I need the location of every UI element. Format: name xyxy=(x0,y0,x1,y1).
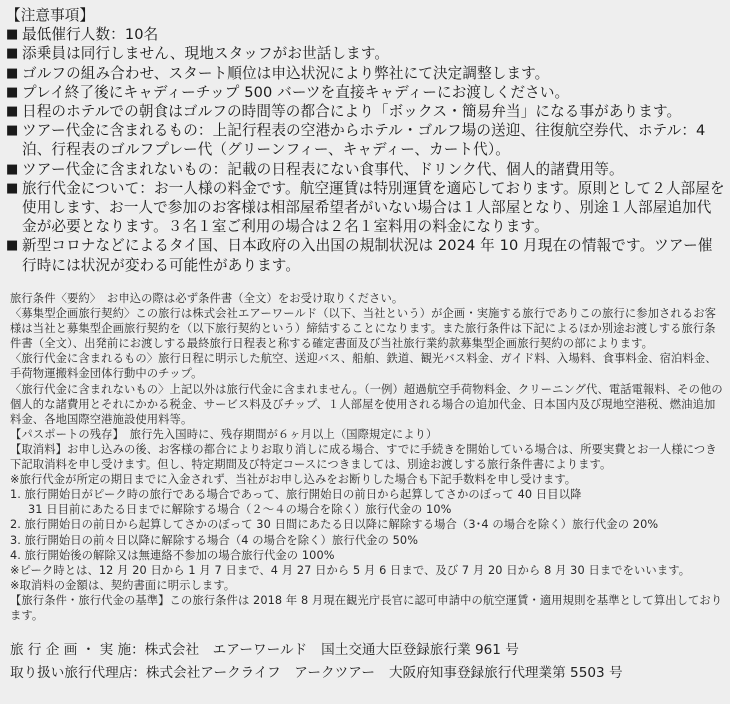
agent-label: 取り扱い旅行代理店 xyxy=(10,665,133,681)
square-bullet-icon: ■ xyxy=(6,180,19,196)
included-items: 〈旅行代金に含まれるもの〉旅行日程に明示した航空、送迎バス、船舶、鉄道、観光バス料金、ガイド料、入場料、食事料金、宿泊料金、手荷物運搬料金団体行動中のチップ。 xyxy=(10,352,717,381)
notice-item: ■ ゴルフの組み合わせ、スタート順位は申込状況により弊社にて決定調整します。 xyxy=(6,64,550,82)
organizer-label: 旅 行 企 画 ・ 実 施 xyxy=(10,642,132,658)
square-bullet-icon: ■ xyxy=(6,123,19,139)
passport-validity: 【パスポートの残存】 旅行先入国時に、残存期間が６ヶ月以上（国際規定により） xyxy=(10,427,438,441)
notice-section xyxy=(6,6,726,275)
agent-row xyxy=(10,662,726,685)
square-bullet-icon: ■ xyxy=(6,46,19,62)
square-bullet-icon: ■ xyxy=(6,84,19,100)
square-bullet-icon: ■ xyxy=(6,161,19,177)
agent-registration: 大阪府知事登録旅行代理業第 5503 号 xyxy=(389,665,623,681)
square-bullet-icon: ■ xyxy=(6,65,19,81)
cancel-rule-2: 2. 旅行開始日の前日から起算してさかのぼって 30 日間にあたる日以降に解除する場合（3･4 の場合を除く）旅行代金の 20% xyxy=(10,518,659,532)
notice-item: ■ 旅行代金について：お一人様の料金です。航空運賃は特別運賃を適応しております。原則として２人部屋を使用します、お一人で参加のお客様は相部屋希望者がいない場合は１人部屋となり、別途１人部屋追加代金が必要となります。３名１室ご利用の場合は２名１室料用の料金になります。 xyxy=(6,179,725,236)
contract-terms: 〈募集型企画旅行契約〉この旅行は株式会社エアーワールド（以下、当社という）が企画・実施する旅行でありこの旅行に参加されるお客様は当社と募集型企画旅行契約を（以下旅行契約という）締結することになります。また旅行条件は下記によるほか別途お渡しする旅行条件書（全文）、出発前にお渡しする最終旅行日程表と称する確定書面及び当社旅行業約款募集型企画旅行契約の部によります。 xyxy=(10,307,717,351)
peak-definition: ※ピーク時とは、12 月 20 日から 1 月 7 日まで、4 月 27 日から 5 月 6 日まで、及び 7 月 20 日から 8 月 30 日までをいいます。 xyxy=(10,563,691,577)
fare-basis: 【旅行条件・旅行代金の基準】この旅行条件は 2018 年 8 月現在観光庁長官に認可申請中の航空運賃・適用規則を基準として算出しております。 xyxy=(10,593,723,622)
notice-item: ■ プレイ終了後にキャディーチップ 500 バーツを直接キャディーにお渡しください。 xyxy=(6,83,570,101)
fee-note: ※取消料の金額は、契約書面に明示します。 xyxy=(10,578,236,592)
notice-item: ■ ツアー代金に含まれないもの：記載の日程表にない食事代、ドリンク代、個人的諸費用等。 xyxy=(6,160,624,178)
square-bullet-icon: ■ xyxy=(6,104,19,120)
notice-item: ■ 最低催行人数：10名 xyxy=(6,26,159,44)
cancel-rule-1-cont: 31 日目前にあたる日までに解除する場合（２～４の場合を除く）旅行代金の 10% xyxy=(28,503,452,517)
notice-item: ■ 添乗員は同行しません、現地スタッフがお世話します。 xyxy=(6,45,390,63)
square-bullet-icon: ■ xyxy=(6,238,19,254)
notice-item: ■ ツアー代金に含まれるもの：上記行程表の空港からホテル・ゴルフ場の送迎、往復航空券代、ホテル：4 泊、行程表のゴルフプレー代（グリーンフィー、キャディー、カート代）。 xyxy=(6,122,706,159)
unpaid-note: ※旅行代金が所定の期日までに入金されず、当社がお申し込みをお断りした場合も下記手数料を申し受けます。 xyxy=(10,473,577,487)
square-bullet-icon: ■ xyxy=(6,27,19,43)
organizer-registration: 国土交通大臣登録旅行業 961 号 xyxy=(321,642,519,658)
notice-item: ■ 日程のホテルでの朝食はゴルフの時間等の都合により「ボックス・簡易弁当」になる事があります。 xyxy=(6,103,682,121)
organizer-company: ：株式会社 エアーワールド xyxy=(131,642,308,658)
notice-item: ■ 新型コロナなどによるタイ国、日本政府の入出国の規制状況は 2024 年 10 月現在の情報です。ツアー催行時には状況が変わる可能性があります。 xyxy=(6,237,713,274)
agent-company: ：株式会社アークライフ アークツアー xyxy=(132,665,375,681)
cancellation-fees: 【取消料】お申し込みの後、お客様の都合によりお取り消しに成る場合、すでに手続きを開始している場合は、所要実費とお一人様につき下記取消料を申し受けます。但し、特定期間及び特定コースにつきましては、別途お渡しする旅行条件書によります。 xyxy=(10,442,717,472)
conditions-summary: 旅行条件〈要約〉 お申込の際は必ず条件書（全文）をお受け取りください。 xyxy=(10,292,404,305)
company-footer xyxy=(10,639,726,685)
cancel-rule-1: 1. 旅行開始日がピーク時の旅行である場合であって、旅行開始日の前日から起算してさかのぼって 40 日目以降 xyxy=(10,488,582,502)
notice-heading: 【注意事項】 xyxy=(6,7,95,24)
cancel-rule-4: 4. 旅行開始後の解除又は無連絡不参加の場合旅行代金の 100% xyxy=(10,548,335,562)
excluded-items: 〈旅行代金に含まれないもの〉上記以外は旅行代金に含まれません。（一例）超過航空手荷物料金、クリーニング代、電話電報料、その他の個人的な諸費用とそれにかかる税金、サービス料及びチップ、１人部屋を使用される場合の追加代金、日本国内及び現地空港税、燃油追加料金、各地国際空港施設使用料等。 xyxy=(10,382,723,426)
organizer-row xyxy=(10,639,726,662)
cancel-rule-3: 3. 旅行開始日の前々日以降に解除する場合（4 の場合を除く）旅行代金の 50% xyxy=(10,533,419,547)
travel-conditions xyxy=(10,291,726,623)
